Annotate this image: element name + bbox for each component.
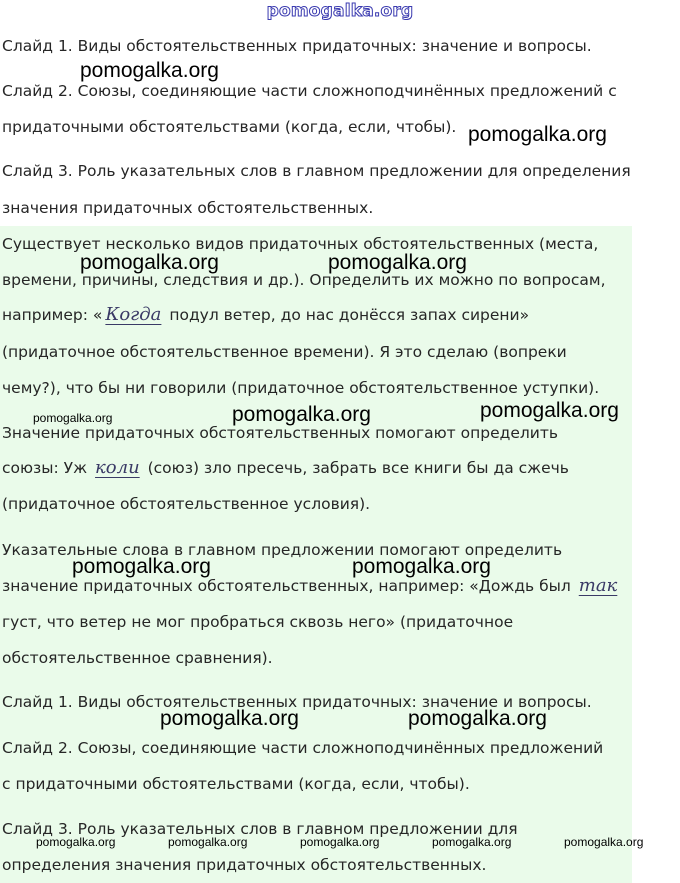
text-line: придаточными обстоятельствами (когда, если, чтобы).	[2, 118, 457, 136]
site-logo[interactable]: pomogalka.org	[266, 1, 414, 21]
text-line: Существует несколько видов придаточных обстоятельственных (места,	[2, 235, 599, 253]
text-fragment: подул ветер, до нас донёсся запах сирени»	[164, 306, 530, 324]
text-line-example-if	[2, 458, 569, 478]
text-line: Указательные слова в главном предложении помогают определить	[2, 541, 563, 559]
text-line-example-so	[2, 576, 620, 596]
handwritten-word: коли	[95, 457, 140, 478]
text-line: Слайд 3. Роль указательных слов в главном предложении для определения	[2, 162, 631, 180]
text-line: (придаточное обстоятельственное времени). Я это сделаю (вопреки	[2, 343, 567, 361]
watermark: pomogalka.org	[168, 835, 248, 849]
watermark: pomogalka.org	[432, 835, 512, 849]
text-line: Слайд 1. Виды обстоятельственных придаточных: значение и вопросы.	[2, 693, 592, 711]
watermark: pomogalka.org	[160, 707, 299, 730]
watermark: pomogalka.org	[328, 251, 467, 274]
watermark: pomogalka.org	[232, 403, 371, 426]
text-line-example-when	[2, 305, 529, 325]
text-fragment: например: «	[2, 306, 103, 324]
watermark: pomogalka.org	[36, 835, 116, 849]
text-line: Слайд 2. Союзы, соединяющие части сложноподчинённых предложений с	[2, 82, 617, 100]
text-line: определения значения придаточных обстоятельственных.	[2, 856, 487, 874]
text-line: Значение придаточных обстоятельственных помогают определить	[2, 424, 559, 442]
watermark: pomogalka.org	[352, 555, 491, 578]
watermark: pomogalka.org	[33, 411, 113, 425]
text-line: чему?), что бы ни говорили (придаточное обстоятельственное уступки).	[2, 379, 600, 397]
watermark: pomogalka.org	[72, 555, 211, 578]
text-line: густ, что ветер не мог пробраться сквозь него» (придаточное	[2, 613, 514, 631]
text-line: (придаточное обстоятельственное условия).	[2, 495, 371, 513]
text-line: Слайд 2. Союзы, соединяющие части сложноподчинённых предложений	[2, 739, 604, 757]
text-fragment: (союз) зло пресечь, забрать все книги бы да сжечь	[142, 459, 569, 477]
watermark: pomogalka.org	[408, 707, 547, 730]
text-line: Слайд 3. Роль указательных слов в главном предложении для	[2, 820, 518, 838]
watermark: pomogalka.org	[480, 399, 619, 422]
handwritten-word: Когда	[105, 304, 162, 325]
watermark: pomogalka.org	[80, 59, 219, 82]
text-line: значения придаточных обстоятельственных.	[2, 199, 374, 217]
watermark: pomogalka.org	[80, 251, 219, 274]
text-fragment: союзы: Уж	[2, 459, 93, 477]
watermark: pomogalka.org	[468, 123, 607, 146]
handwritten-word: так	[578, 575, 618, 596]
text-line: времени, причины, следствия и др.). Определить их можно по вопросам,	[2, 271, 606, 289]
text-line: с придаточными обстоятельствами (когда, если, чтобы).	[2, 775, 470, 793]
text-line: Слайд 1. Виды обстоятельственных придаточных: значение и вопросы.	[2, 37, 592, 55]
text-fragment: значение придаточных обстоятельственных, например: «Дождь был	[2, 577, 576, 595]
watermark: pomogalka.org	[564, 835, 644, 849]
watermark: pomogalka.org	[300, 835, 380, 849]
text-line: обстоятельственное сравнения).	[2, 649, 273, 667]
